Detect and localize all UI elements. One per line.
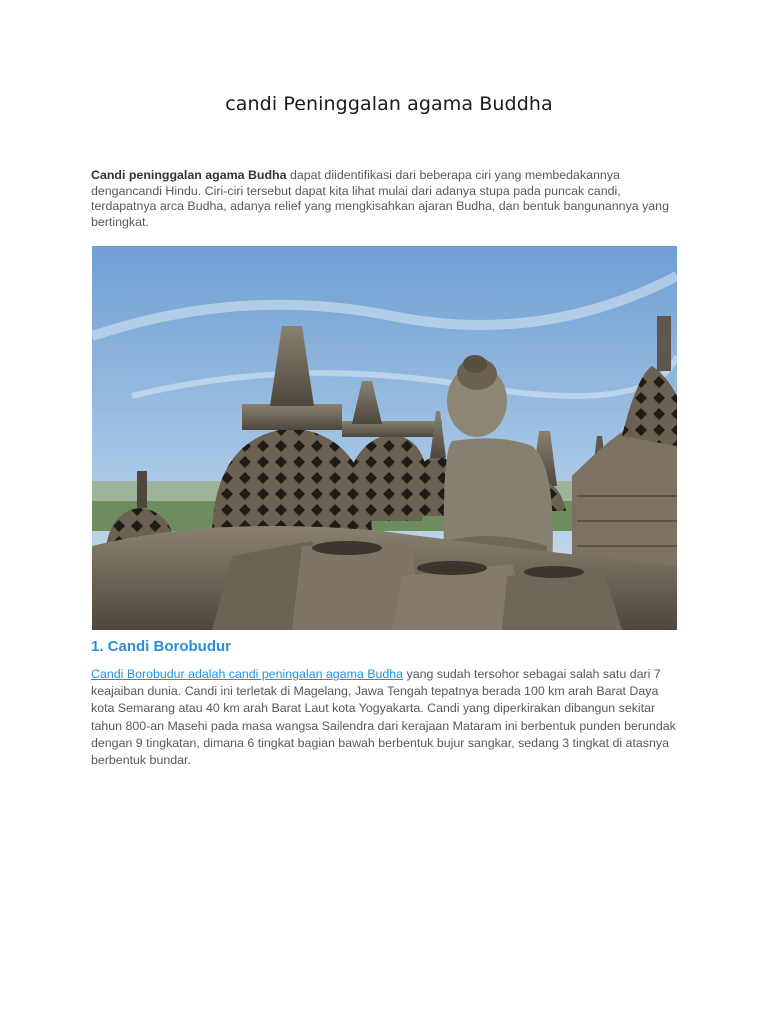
page-title: candi Peninggalan agama Buddha [225, 93, 553, 115]
intro-paragraph [91, 168, 681, 230]
section-paragraph [91, 666, 681, 769]
intro-bold-term: Candi peninggalan agama Budha [91, 168, 287, 182]
intro-text: dapat diidentifikasi dari beberapa ciri yang membedakannya dengancandi Hindu. Ciri-ciri tersebut dapat kita lihat mulai dari adanya stupa pada puncak candi, terdapatnya arca Budha, adanya relief yang mengkisahkan ajaran Budha, dan bentuk bangunannya yang bertingkat. [91, 168, 669, 229]
borobudur-photo [92, 246, 677, 630]
borobudur-link[interactable]: Candi Borobudur adalah candi peningalan agama Budha [91, 667, 404, 681]
section-text: yang sudah tersohor sebagai salah satu dari 7 keajaiban dunia. Candi ini terletak di Magelang, Jawa Tengah tepatnya berada 100 km arah Barat Daya kota Semarang atau 40 km arah Barat Laut kota Yogyakarta. Candi yang diperkirakan dibangun sekitar tahun 800-an Masehi pada masa wangsa Sailendra dari kerajaan Mataram ini berbentuk punden berundak dengan 9 tingkatan, dimana 6 tingkat bagian bawah berbentuk bujur sangkar, sedang 3 tingkat di atasnya berbentuk bundar. [91, 667, 676, 768]
section-heading: 1. Candi Borobudur [91, 638, 231, 655]
